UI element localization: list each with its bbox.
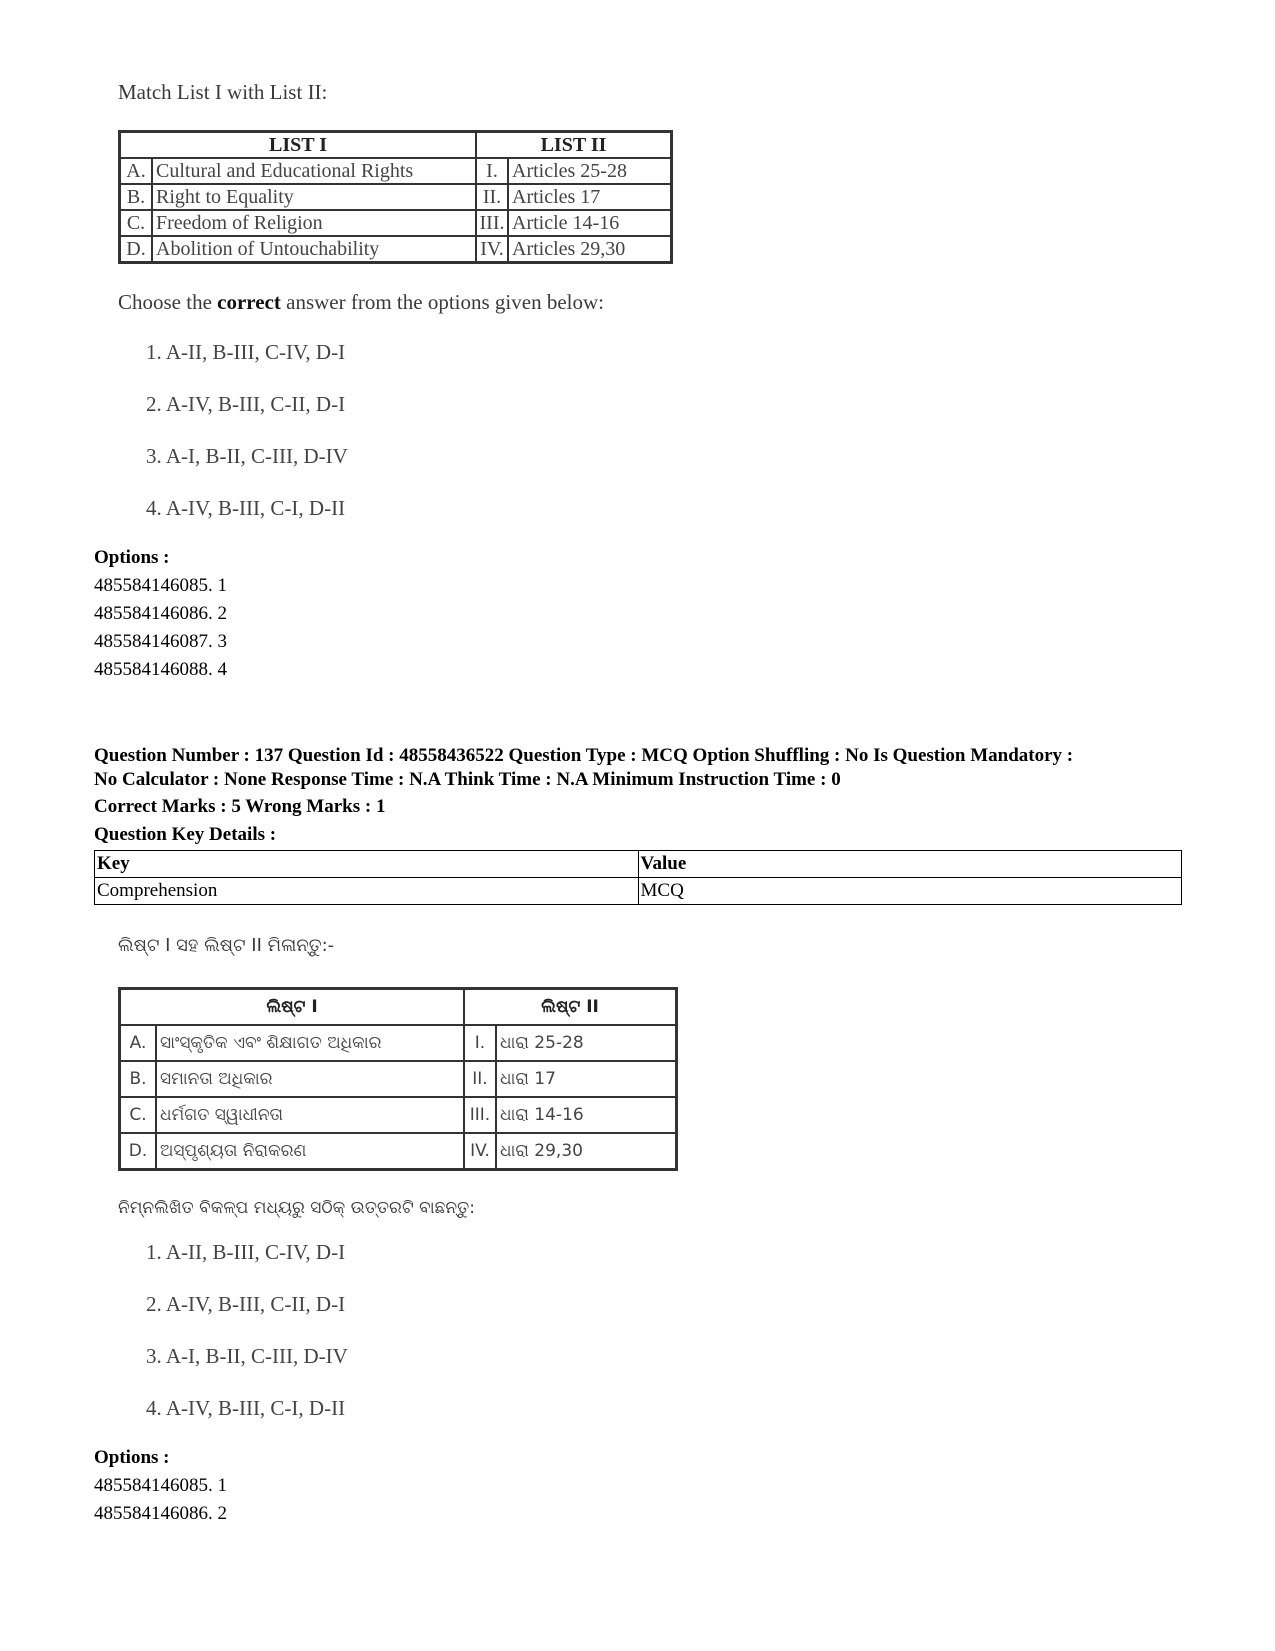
option-item: 485584146086. 2 — [94, 1503, 227, 1524]
option-item: 485584146085. 1 — [94, 1475, 227, 1496]
match-table-row — [120, 184, 672, 210]
answer-item: 2. A-IV, B-III, C-II, D-I — [146, 392, 346, 416]
list1-item: ସମାନତା ଅଧିକାର — [156, 1061, 464, 1097]
match-table-row — [120, 1133, 677, 1170]
row-letter: D. — [120, 1133, 157, 1170]
question-meta-line1: Question Number : 137 Question Id : 48558436522 Question Type : MCQ Option Shuffling : No Is Question Mandatory : — [94, 745, 1074, 766]
row-roman: III. — [464, 1097, 496, 1133]
option-item: 485584146085. 1 — [94, 575, 227, 596]
options-block — [94, 544, 227, 684]
value-cell: MCQ — [638, 878, 1182, 905]
choose-text-bold: correct — [217, 290, 281, 314]
row-roman: II. — [464, 1061, 496, 1097]
option-item: 485584146086. 2 — [94, 603, 227, 624]
row-roman: I. — [476, 158, 508, 184]
options-title: Options : — [94, 547, 170, 568]
match-table-header — [120, 132, 672, 159]
match-table-odia — [118, 987, 678, 1171]
row-roman: II. — [476, 184, 508, 210]
list2-item: ଧାରା 25-28 — [496, 1025, 677, 1061]
answer-item: 4. A-IV, B-III, C-I, D-II — [146, 1396, 346, 1420]
question-meta-line2: No Calculator : None Response Time : N.A Think Time : N.A Minimum Instruction Time : 0 — [94, 769, 841, 790]
key-table-row — [95, 878, 1182, 905]
key-details-title: Question Key Details : — [94, 824, 277, 845]
row-letter: B. — [120, 184, 153, 210]
options-title: Options : — [94, 1447, 170, 1468]
value-header: Value — [638, 851, 1182, 878]
list2-item: ଧାରା 14-16 — [496, 1097, 677, 1133]
row-letter: A. — [120, 158, 153, 184]
list2-header: LIST II — [476, 132, 672, 159]
question-meta — [94, 744, 1194, 792]
row-letter: D. — [120, 236, 153, 263]
list2-item: ଧାରା 29,30 — [496, 1133, 677, 1170]
option-item: 485584146087. 3 — [94, 631, 227, 652]
answer-item: 4. A-IV, B-III, C-I, D-II — [146, 496, 346, 520]
key-cell: Comprehension — [95, 878, 639, 905]
list2-header: ଲିଷ୍ଟ II — [464, 989, 677, 1026]
row-roman: IV. — [476, 236, 508, 263]
match-table — [118, 130, 673, 264]
list1-item: Abolition of Untouchability — [152, 236, 476, 263]
row-roman: III. — [476, 210, 508, 236]
list1-item: Right to Equality — [152, 184, 476, 210]
list1-item: ଧର୍ମଗତ ସ୍ୱାଧୀନତା — [156, 1097, 464, 1133]
match-table-row — [120, 1061, 677, 1097]
question-intro: Match List I with List II: — [118, 80, 328, 104]
match-table-row — [120, 1025, 677, 1061]
list1-item: Freedom of Religion — [152, 210, 476, 236]
list1-header: ଲିଷ୍ଟ I — [120, 989, 465, 1026]
list1-item: Cultural and Educational Rights — [152, 158, 476, 184]
choose-text-post: answer from the options given below: — [280, 290, 604, 314]
match-table-row — [120, 1097, 677, 1133]
choose-text-pre: Choose the — [118, 290, 218, 314]
match-table-header — [120, 989, 677, 1026]
match-table-row — [120, 158, 672, 184]
row-roman: I. — [464, 1025, 496, 1061]
answer-item: 1. A-II, B-III, C-IV, D-I — [146, 340, 346, 364]
list1-item: ସାଂସ୍କୃତିକ ଏବଂ ଶିକ୍ଷାଗତ ଅଧିକାର — [156, 1025, 464, 1061]
key-header: Key — [95, 851, 639, 878]
marks-line: Correct Marks : 5 Wrong Marks : 1 — [94, 796, 386, 817]
option-item: 485584146088. 4 — [94, 659, 227, 680]
list1-header: LIST I — [120, 132, 477, 159]
choose-instruction-odia: ନିମ୍ନଲିଖିତ ବିକଳ୍ପ ମଧ୍ୟରୁ ସଠିକ୍ ଉତ୍ତରଟି ବାଛନ୍ତୁ: — [118, 1198, 475, 1218]
row-letter: C. — [120, 1097, 157, 1133]
match-table-row — [120, 210, 672, 236]
list2-item: Article 14-16 — [508, 210, 672, 236]
key-details-table — [94, 850, 1182, 905]
choose-instruction — [118, 290, 604, 315]
row-letter: C. — [120, 210, 153, 236]
row-letter: A. — [120, 1025, 157, 1061]
key-table-header — [95, 851, 1182, 878]
list2-item: Articles 29,30 — [508, 236, 672, 263]
row-roman: IV. — [464, 1133, 496, 1170]
answer-list — [146, 340, 348, 548]
list2-item: Articles 17 — [508, 184, 672, 210]
list1-item: ଅସ୍ପୃଶ୍ୟତା ନିରାକରଣ — [156, 1133, 464, 1170]
answer-list — [146, 1240, 348, 1448]
answer-item: 2. A-IV, B-III, C-II, D-I — [146, 1292, 346, 1316]
question-intro-odia: ଲିଷ୍ଟ I ସହ ଲିଷ୍ଟ II ମିଳାନ୍ତୁ:- — [118, 935, 335, 956]
list2-item: Articles 25-28 — [508, 158, 672, 184]
match-table-row — [120, 236, 672, 263]
answer-item: 3. A-I, B-II, C-III, D-IV — [146, 1344, 348, 1368]
answer-item: 3. A-I, B-II, C-III, D-IV — [146, 444, 348, 468]
list2-item: ଧାରା 17 — [496, 1061, 677, 1097]
answer-item: 1. A-II, B-III, C-IV, D-I — [146, 1240, 346, 1264]
options-block — [94, 1444, 227, 1528]
row-letter: B. — [120, 1061, 157, 1097]
